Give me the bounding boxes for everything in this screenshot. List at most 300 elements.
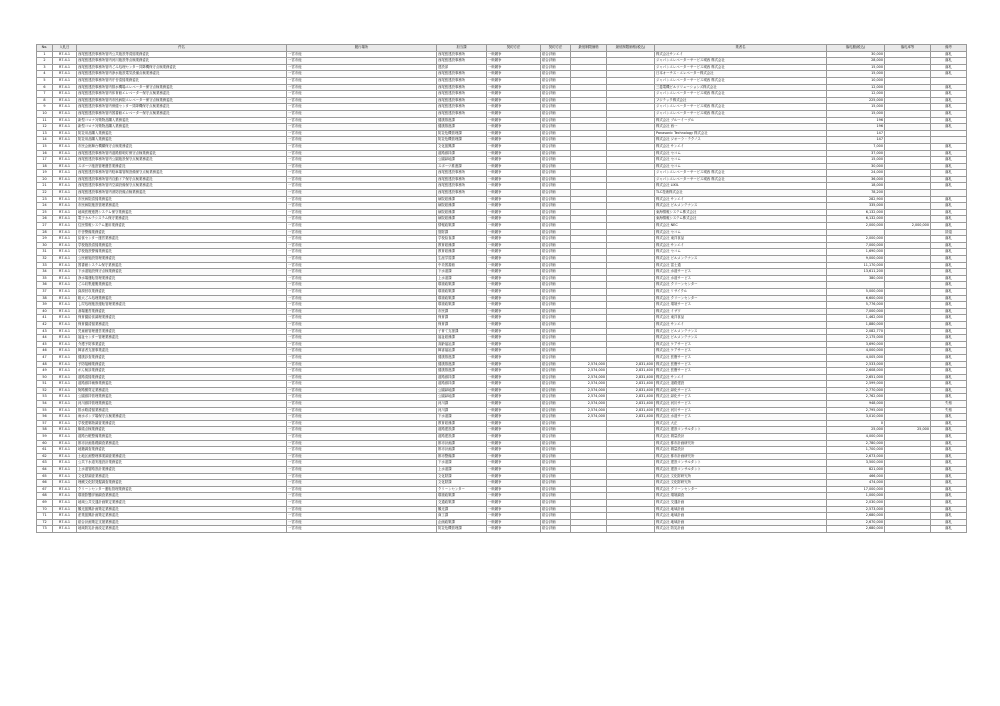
table-cell: R7.4.1 [53,321,77,328]
table-cell [571,143,607,150]
table-cell: 2,831,400 [607,414,655,421]
table-cell: 株式会社 リサイクル [655,288,827,295]
table-cell: 株式会社 緑化サービス [655,394,827,401]
table-cell: ジャパンエレベーターサービス城西 株式会社 [655,91,827,98]
table-cell: 一般競争 [487,302,541,309]
table-cell: 一宮市他 [287,183,437,190]
table-cell: 埋蔵文化財発掘調査業務委託 [77,480,287,487]
table-cell: 文化財課 [437,473,487,480]
column-header: 担当課 [437,45,487,52]
table-cell: 西尾張建設事務所管内公共施設等清掃業務委託 [77,51,287,58]
table-cell [607,282,655,289]
table-cell [885,58,931,65]
table-cell: R7.4.1 [53,143,77,150]
table-cell: 36,000 [827,176,885,183]
table-cell [607,354,655,361]
table-cell: 一般競争 [487,176,541,183]
table-cell [885,137,931,144]
table-cell: 西尾張建設事務所 [437,170,487,177]
table-cell [571,256,607,263]
column-header: 最低制限価格(税込) [607,45,655,52]
table-cell [885,407,931,414]
table-cell: 障害福祉課 [437,348,487,355]
table-cell: 61 [37,447,53,454]
table-cell [607,420,655,427]
table-cell: 落札 [931,170,967,177]
table-cell: 落札 [931,176,967,183]
table-cell: 落札 [931,124,967,131]
table-cell [571,183,607,190]
table-cell: 落札 [931,269,967,276]
table-cell: 2,795,000 [827,407,885,414]
table-cell: 西尾張建設事務所 [437,91,487,98]
table-cell: R7.4.1 [53,473,77,480]
table-cell: 2,608,000 [827,368,885,375]
table-cell: 一宮市他 [287,190,437,197]
table-cell: 20 [37,176,53,183]
table-cell: 総合評価 [541,269,571,276]
table-cell: 29 [37,236,53,243]
table-cell: 26 [37,216,53,223]
table-cell: 一宮市他 [287,519,437,526]
table-cell: 一般競争 [487,513,541,520]
table-cell: 総合評価 [541,229,571,236]
table-cell: 一般競争 [487,236,541,243]
table-cell: 総合評価 [541,262,571,269]
table-cell [885,97,931,104]
table-cell: 一般競争 [487,315,541,322]
table-cell: 一宮市他 [287,368,437,375]
table-cell: 2,831,400 [607,368,655,375]
table-cell: 72 [37,519,53,526]
table-cell: 落札 [931,328,967,335]
table-cell: 一般競争 [487,368,541,375]
table-cell: 63 [37,460,53,467]
table-cell: 都市計画課 [437,447,487,454]
table-cell: 株式会社 ビルメンテナンス [655,256,827,263]
table-row [37,526,967,533]
table-cell: R7.4.1 [53,176,77,183]
table-cell: 一般競争 [487,321,541,328]
table-cell: R7.4.1 [53,157,77,164]
table-cell: 総合評価 [541,64,571,71]
table-row [37,209,967,216]
table-cell: 7,000,000 [827,242,885,249]
table-cell: 一宮市他 [287,242,437,249]
table-cell: 株式会社 クリーンセンター [655,295,827,302]
table-cell: R7.4.1 [53,453,77,460]
table-cell [885,381,931,388]
table-cell: 一宮市他 [287,387,437,394]
table-cell: 総合評価 [541,434,571,441]
table-cell: 落札 [931,203,967,210]
table-cell [571,453,607,460]
table-cell: R7.4.1 [53,275,77,282]
table-cell: 健康推進課 [437,124,487,131]
table-cell: 株式会社 建設コンサルタント [655,427,827,434]
table-row [37,170,967,177]
table-cell: 産業振興計画策定業務委託 [77,513,287,520]
table-cell: 474,000 [827,480,885,487]
table-cell: 健康推進課 [437,368,487,375]
table-cell: 一般競争 [487,473,541,480]
table-row [37,414,967,421]
table-cell: 河川維持管理業務委託 [77,401,287,408]
table-cell: 2,831,400 [607,361,655,368]
table-cell [885,124,931,131]
table-cell: 一般競争 [487,519,541,526]
table-cell: R7.4.1 [53,328,77,335]
table-cell: 落札 [931,302,967,309]
table-cell: 38 [37,295,53,302]
table-cell: 株式会社 サンエイ [655,321,827,328]
table-cell: 西尾張建設事務所管内自動ドア保守点検業務委託 [77,176,287,183]
table-cell: 総合評価 [541,104,571,111]
table-cell: 株式会社 西一 [655,124,827,131]
table-cell: 株式会社 河川サービス [655,407,827,414]
document-sheet [36,44,966,533]
table-cell: 総合評価 [541,84,571,91]
table-cell: 防災用品購入業務委託 [77,130,287,137]
table-cell: 60 [37,440,53,447]
table-cell: 4,000,000 [827,434,885,441]
table-cell: 総合評価 [541,190,571,197]
table-cell: 一宮市他 [287,526,437,533]
table-cell: 株式会社 セコム [655,150,827,157]
table-cell: 株式会社 都市計画研究所 [655,453,827,460]
table-cell: 5 [37,77,53,84]
table-cell: 一宮市他 [287,486,437,493]
table-cell: 一宮市他 [287,143,437,150]
table-cell: 11,170,000 [827,262,885,269]
table-cell [931,190,967,197]
table-cell: 一般競争 [487,91,541,98]
table-cell: 株式会社 ケアサービス [655,348,827,355]
table-cell: R7.4.1 [53,190,77,197]
table-cell: 一宮市他 [287,110,437,117]
table-cell: 総合評価 [541,341,571,348]
table-cell: 2,030,000 [827,499,885,506]
table-cell: 一般競争 [487,387,541,394]
table-cell: 一般競争 [487,71,541,78]
table-cell: 保育課 [437,321,487,328]
table-cell: 5,000,000 [827,288,885,295]
table-cell: 2,574,000 [571,368,607,375]
table-cell: 35 [37,275,53,282]
table-cell: R7.4.1 [53,91,77,98]
table-cell: 西尾張建設事務所 [437,84,487,91]
table-cell: 総合評価 [541,486,571,493]
table-cell: 株式会社 河川サービス [655,401,827,408]
table-cell: 13,611,200 [827,269,885,276]
table-cell: 公共下水道実施設計業務委託 [77,460,287,467]
table-cell: 落札 [931,374,967,381]
table-cell: 建設部 [437,64,487,71]
table-cell: 2,670,000 [827,519,885,526]
table-cell: 新型コロナ対策物品購入業務委託 [77,117,287,124]
table-cell: 一般競争 [487,84,541,91]
table-cell: 一般競争 [487,427,541,434]
table-cell: 落札 [931,58,967,65]
table-cell: 25,000 [827,427,885,434]
table-row [37,77,967,84]
table-cell: 78,200 [827,190,885,197]
table-cell: 4,005,000 [827,354,885,361]
table-cell: 総合評価 [541,77,571,84]
table-cell [885,394,931,401]
table-cell: 保育園給食調理業務委託 [77,315,287,322]
table-row [37,480,967,487]
table-cell [607,236,655,243]
table-cell: 総合評価 [541,282,571,289]
table-cell: 10 [37,110,53,117]
table-cell [607,163,655,170]
table-cell [885,493,931,500]
table-cell: 防災危機管理課 [437,526,487,533]
column-header: 備考 [931,45,967,52]
table-cell: 総合評価 [541,427,571,434]
table-cell [571,110,607,117]
table-cell [885,242,931,249]
table-cell: 病院総務課 [437,203,487,210]
table-cell [571,229,607,236]
table-cell: 斎場運営業務委託 [77,308,287,315]
table-cell: 落札 [931,315,967,322]
table-cell: 橋梁点検業務委託 [77,427,287,434]
table-cell: 69 [37,499,53,506]
table-cell: 一宮市他 [287,262,437,269]
table-cell: 一般競争 [487,203,541,210]
table-cell: 一宮市他 [287,473,437,480]
table-cell: 一般競争 [487,348,541,355]
table-cell: 株式会社 富士通 [655,262,827,269]
table-cell [885,526,931,533]
table-cell [931,77,967,84]
table-cell: 総合評価 [541,170,571,177]
table-cell: 落札 [931,242,967,249]
table-cell [607,117,655,124]
table-cell: 落札 [931,354,967,361]
table-cell: 失格 [931,407,967,414]
table-cell: 18,000 [827,183,885,190]
table-cell [571,526,607,533]
table-cell: 37 [37,288,53,295]
table-cell: 総合評価 [541,453,571,460]
table-cell: R7.4.1 [53,302,77,309]
table-row [37,137,967,144]
table-cell: 公民館施設管理業務委託 [77,256,287,263]
table-cell: 一般競争 [487,467,541,474]
table-cell: 一宮市他 [287,427,437,434]
table-cell: 2,770,000 [827,387,885,394]
table-cell [607,506,655,513]
table-cell: 障害者支援事業委託 [77,348,287,355]
table-cell: 電子カルテシステム保守業務委託 [77,216,287,223]
table-cell: TLC技術株式会社 [655,190,827,197]
table-cell: ジャパンエレベーターサービス城西 株式会社 [655,77,827,84]
table-cell: 地域防災計画改定業務委託 [77,526,287,533]
table-cell [571,302,607,309]
table-cell: 6,132,000 [827,209,885,216]
table-cell [571,493,607,500]
table-cell: R7.4.1 [53,163,77,170]
table-cell: 総合評価 [541,513,571,520]
table-cell: R7.4.1 [53,434,77,441]
table-cell: 総合評価 [541,354,571,361]
table-cell [607,170,655,177]
table-cell: 株式会社 医療サービス [655,368,827,375]
table-cell: 2,680,000 [827,513,885,520]
table-cell [885,374,931,381]
table-cell: 一宮市他 [287,480,437,487]
table-cell [571,137,607,144]
table-cell: 一宮市他 [287,302,437,309]
table-cell: R7.4.1 [53,460,77,467]
table-cell: 一般競争 [487,223,541,230]
table-cell: 介護予防事業委託 [77,341,287,348]
table-cell: 西尾張建設事務所管内体育館エレベーター保守点検業務委託 [77,91,287,98]
table-cell: 一宮市他 [287,157,437,164]
column-header: 入札日 [53,45,77,52]
table-row [37,315,967,322]
table-cell: 一般競争 [487,453,541,460]
table-cell: 一宮市他 [287,97,437,104]
table-cell: 総合評価 [541,348,571,355]
table-cell: 地籍調査業務委託 [77,447,287,454]
table-cell: 落札 [931,427,967,434]
table-cell: 福祉総務課 [437,335,487,342]
table-row [37,308,967,315]
table-cell: 47 [37,354,53,361]
table-cell [571,269,607,276]
table-cell: ジャパンエレベーターサービス城西 株式会社 [655,110,827,117]
table-cell: 一宮市他 [287,51,437,58]
table-cell: 一般競争 [487,209,541,216]
table-cell: 環境影響評価調査業務委託 [77,493,287,500]
table-cell: 総合評価 [541,447,571,454]
table-cell: 一宮市他 [287,506,437,513]
table-cell: 67 [37,486,53,493]
table-cell: 西尾張建設事務所管内排水機場エレベーター保守点検業務委託 [77,84,287,91]
table-cell: 総合評価 [541,71,571,78]
table-cell: 総合評価 [541,97,571,104]
table-cell [607,308,655,315]
table-cell: フジテック株式会社 [655,97,827,104]
table-cell: 一般競争 [487,407,541,414]
table-cell: R7.4.1 [53,236,77,243]
table-cell [885,269,931,276]
table-cell [571,163,607,170]
table-cell: 株式会社 大正 [655,420,827,427]
table-cell: 株式会社 緑化サービス [655,387,827,394]
table-cell [607,321,655,328]
table-cell: 落札 [931,348,967,355]
table-cell: R7.4.1 [53,427,77,434]
table-cell [885,486,931,493]
table-cell: 落札 [931,381,967,388]
column-header: 履行場所 [287,45,437,52]
table-cell [571,335,607,342]
table-cell: R7.4.1 [53,196,77,203]
table-cell: 総合評価 [541,143,571,150]
table-cell: 6,600,000 [827,295,885,302]
table-cell: R7.4.1 [53,117,77,124]
table-cell: 一宮市他 [287,71,437,78]
table-cell: 総合評価 [541,124,571,131]
table-cell: 一般競争 [487,282,541,289]
table-cell: 一宮市他 [287,460,437,467]
table-cell: 一宮市他 [287,256,437,263]
table-cell: 落札 [931,110,967,117]
table-cell: 一般競争 [487,137,541,144]
table-cell: 2,680,000 [827,526,885,533]
table-cell [607,190,655,197]
table-cell [885,77,931,84]
table-cell: 株式会社 ブルーイーグル [655,117,827,124]
table-cell [571,295,607,302]
table-cell: 一般競争 [487,229,541,236]
table-cell: 落札 [931,453,967,460]
table-cell: 日本オーチス・エレベーター株式会社 [655,71,827,78]
table-cell: 2,574,000 [571,381,607,388]
table-cell: 西尾張建設事務所管内保健センター昇降機保守点検業務委託 [77,104,287,111]
table-cell: 44 [37,335,53,342]
table-row [37,440,967,447]
table-cell: R7.4.1 [53,467,77,474]
table-cell: 一般競争 [487,480,541,487]
table-cell: R7.4.1 [53,499,77,506]
table-cell: 西尾張建設事務所管内河川施設等点検業務委託 [77,58,287,65]
table-cell: 高齢福祉課 [437,341,487,348]
table-cell [571,480,607,487]
table-cell: 48 [37,361,53,368]
table-cell: 25,000 [885,427,931,434]
table-cell: 45 [37,341,53,348]
table-cell: 観光振興計画策定業務委託 [77,506,287,513]
table-cell: 2,780,000 [827,440,885,447]
table-cell [607,77,655,84]
table-cell: 総合評価 [541,242,571,249]
table-cell: 総合評価 [541,499,571,506]
table-cell: R7.4.1 [53,209,77,216]
column-header: 落札率等 [885,45,931,52]
table-cell [607,519,655,526]
table-cell [571,460,607,467]
table-cell: 一宮市他 [287,117,437,124]
table-cell: 一般競争 [487,394,541,401]
table-row [37,58,967,65]
table-cell: 落札 [931,84,967,91]
table-cell: 2,831,400 [607,381,655,388]
table-cell: 一宮市他 [287,420,437,427]
table-cell: 2,574,000 [571,374,607,381]
table-cell: 西尾張建設事務所管内浄水施設電気設備点検業務委託 [77,71,287,78]
table-cell: 一宮市他 [287,236,437,243]
table-cell: 株式会社 都市計画研究所 [655,440,827,447]
table-cell: 総合評価 [541,51,571,58]
table-cell: 排水路清掃業務委託 [77,407,287,414]
column-header: 落札額(税込) [827,45,885,52]
table-cell: 株式会社 水道サービス [655,275,827,282]
table-cell [885,236,931,243]
table-cell: 株式会社 サンエイ [655,242,827,249]
table-cell: ジャパンエレベーターサービス城西 株式会社 [655,176,827,183]
table-cell: 総合評価 [541,58,571,65]
table-cell: 一般競争 [487,110,541,117]
table-cell: 14 [37,137,53,144]
table-cell [885,157,931,164]
table-cell: 雨水ポンプ場保守点検業務委託 [77,414,287,421]
